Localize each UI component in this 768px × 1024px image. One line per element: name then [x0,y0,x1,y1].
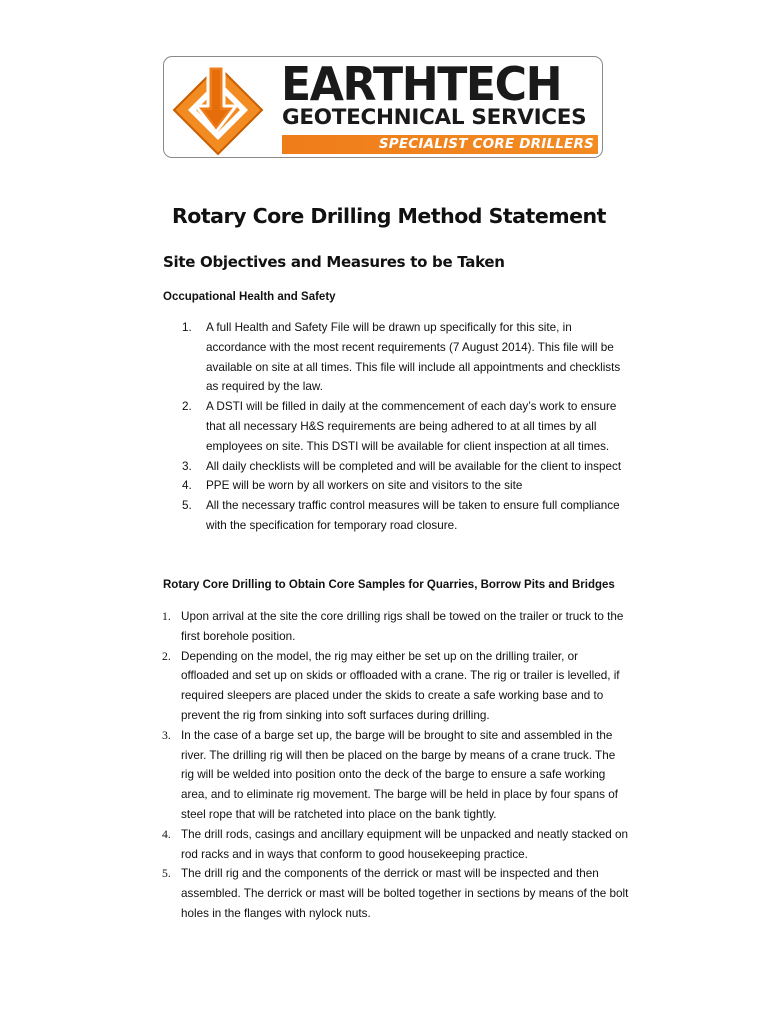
list-item-number: 5. [162,867,171,881]
list-item [162,864,629,923]
logo-tagline-bar [282,135,598,154]
list-item-number: 1. [182,321,192,334]
list-item-text: All daily checklists will be completed and will be available for the client to inspect [206,459,622,473]
list-item-text: Upon arrival at the site the core drilling rigs shall be towed on the trailer or truck to the first borehole position. [181,610,624,643]
list-item [162,726,629,825]
list-item [182,397,630,456]
list-item [182,318,630,397]
document-title: Rotary Core Drilling Method Statement [172,204,606,228]
list-item-text: In the case of a barge set up, the barge will be brought to site and assembled in the river. The drilling rig will then be placed on the barge by means of a crane truck. The rig will be welded into position onto the deck of the barge to ensure a safe working area, and to eliminate rig movement. The barge will be held in place by four spans of steel rope that will be ratcheted into place on the bank tightly. [181,728,619,821]
list-item-number: 3. [182,459,192,473]
logo-subtitle: GEOTECHNICAL SERVICES [282,105,587,130]
list-item-number: 4. [182,479,192,493]
list-item [182,476,630,496]
list-item-number: 5. [182,499,192,513]
list-item [162,647,629,726]
list-item [162,607,629,647]
logo-company-name: EARTHTECH [281,57,562,111]
list-item [162,825,629,865]
list-item-text: All the necessary traffic control measures will be taken to ensure full compliance with the specification for temporary road closure. [206,499,620,532]
list-item-text: The drill rig and the components of the derrick or mast will be inspected and then assembled. The derrick or mast will be bolted together in sections by means of the bolt holes in the flanges with nylock nuts. [181,867,629,920]
subsection-heading-health-safety: Occupational Health and Safety [163,291,336,303]
list-item-number: 2. [182,400,192,414]
down-arrow-logo-mark-icon [168,60,280,158]
list-item [182,457,630,477]
list-item-text: A full Health and Safety File will be drawn up specifically for this site, in accordance with the most recent requirements (7 August 2014). This file will be available on site at all times. This file will include all appointments and checklists as required by the law. [206,321,621,394]
list-item-text: A DSTI will be filled in daily at the commencement of each day’s work to ensure that all necessary H&S requirements are being adhered to at all times by all employees on site. This DSTI will be available for client inspection at all times. [206,400,617,453]
list-item-number: 1. [162,610,171,623]
health-safety-list [182,318,630,536]
list-item-number: 4. [162,827,171,841]
company-logo [163,56,603,158]
list-item-number: 2. [162,649,171,663]
core-drilling-list [162,607,629,924]
section-heading: Site Objectives and Measures to be Taken [163,253,505,271]
list-item-number: 3. [162,728,171,742]
list-item-text: PPE will be worn by all workers on site and visitors to the site [206,479,523,493]
list-item [182,496,630,536]
subsection-heading-core-drilling: Rotary Core Drilling to Obtain Core Samples for Quarries, Borrow Pits and Bridges [163,579,615,591]
list-item-text: Depending on the model, the rig may either be set up on the drilling trailer, or offloaded and set up on skids or offloaded with a crane. The rig or trailer is levelled, if required sleepers are placed under the skids to create a safe working base and to prevent the rig from sinking into soft surfaces during drilling. [181,649,620,722]
logo-tagline: SPECIALIST CORE DRILLERS [378,136,594,152]
list-item-text: The drill rods, casings and ancillary equipment will be unpacked and neatly stacked on rod racks and in ways that conform to good housekeeping practice. [181,827,628,861]
